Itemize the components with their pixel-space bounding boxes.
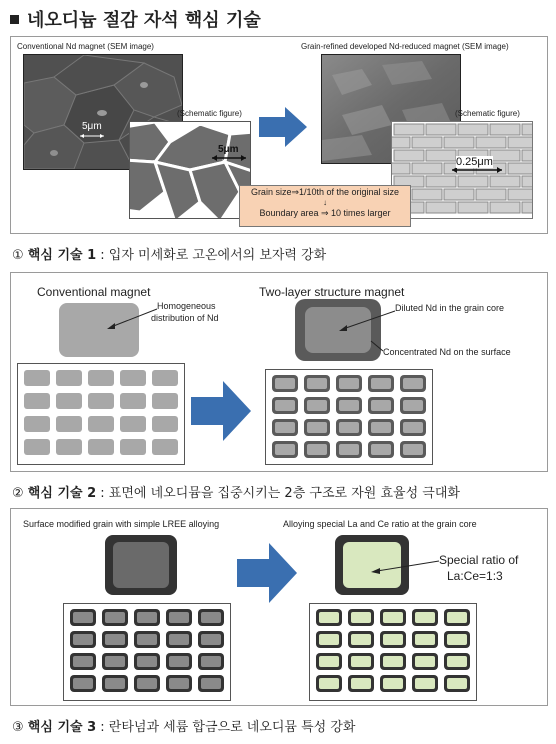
special-grain-grid bbox=[309, 603, 477, 701]
page-title: 네오디늄 절감 자석 핵심 기술 bbox=[10, 6, 261, 32]
callout-line-1: Grain size⇒1/10th of the original size bbox=[250, 187, 400, 197]
caption-3-number: ③ bbox=[12, 720, 24, 735]
bullet-square-icon bbox=[10, 15, 19, 24]
lree-grid-graphic bbox=[64, 604, 230, 700]
down-arrow-icon: ↓ bbox=[323, 198, 327, 207]
panel-la-ce-alloying bbox=[10, 508, 548, 706]
panel-grain-refinement bbox=[10, 36, 548, 234]
lree-grain-grid bbox=[63, 603, 231, 701]
caption-1-text: : 입자 미세화로 고온에서의 보자력 강화 bbox=[96, 248, 327, 263]
homogeneous-label-1: Homogeneous bbox=[157, 301, 216, 311]
pointer-line-concentrated-icon bbox=[369, 339, 385, 355]
caption-1-bold: 핵심 기술 1 bbox=[27, 248, 97, 263]
schematic-left-figure bbox=[129, 121, 251, 219]
scale-label-5um-a: 5μm bbox=[82, 121, 102, 132]
concentrated-nd-label: Concentrated Nd on the surface bbox=[383, 347, 511, 357]
right-arrow-icon bbox=[191, 381, 253, 441]
homogeneous-label-2: distribution of Nd bbox=[151, 313, 219, 323]
caption-3-text: : 란타넘과 세륨 합금으로 네오디뮴 특성 강화 bbox=[96, 720, 356, 735]
diluted-nd-label: Diluted Nd in the grain core bbox=[395, 303, 505, 313]
refined-sem-label: Grain-refined developed Nd-reduced magnet (SEM image) bbox=[301, 42, 509, 51]
special-ratio-label-1: Special ratio of bbox=[439, 553, 519, 567]
grain-polygons-graphic bbox=[130, 122, 250, 218]
caption-2-bold: 핵심 기술 2 bbox=[27, 486, 97, 501]
brick-grains-graphic bbox=[392, 122, 532, 218]
two-layer-magnet-title: Two-layer structure magnet bbox=[259, 285, 405, 299]
lree-grain-core bbox=[113, 542, 169, 588]
panel-two-layer-structure bbox=[10, 272, 548, 472]
schematic-right-figure bbox=[391, 121, 533, 219]
pointer-arrow-homogeneous-icon bbox=[101, 305, 161, 335]
caption-1-number: ① bbox=[12, 248, 24, 263]
scale-label-025-b: 0.25μm bbox=[456, 156, 493, 168]
caption-2-text: : 표면에 네오디뮴을 집중시키는 2층 구조로 자원 효율성 극대화 bbox=[96, 486, 460, 501]
conventional-grid-graphic bbox=[18, 364, 184, 464]
two-layer-grain-grid bbox=[265, 369, 433, 465]
pointer-arrow-diluted-icon bbox=[333, 307, 403, 337]
conventional-grain-grid bbox=[17, 363, 185, 465]
special-grid-graphic bbox=[310, 604, 476, 700]
surface-modified-title: Surface modified grain with simple LREE alloying bbox=[23, 519, 220, 529]
alloying-special-title: Alloying special La and Ce ratio at the grain core bbox=[283, 519, 477, 529]
conventional-magnet-title: Conventional magnet bbox=[37, 285, 151, 299]
scale-label-5um-c: 5μm bbox=[218, 144, 239, 155]
caption-tech-3 bbox=[12, 716, 356, 735]
right-arrow-icon bbox=[259, 107, 309, 147]
caption-3-bold: 핵심 기술 3 bbox=[27, 720, 97, 735]
caption-tech-2 bbox=[12, 482, 460, 501]
caption-tech-1 bbox=[12, 244, 326, 263]
pointer-arrow-special-icon bbox=[367, 553, 443, 583]
caption-2-number: ② bbox=[12, 486, 24, 501]
callout-line-2: Boundary area ⇒ 10 times larger bbox=[259, 208, 391, 218]
grain-size-callout bbox=[239, 185, 411, 227]
schematic-left-label: (Schematic figure) bbox=[177, 109, 242, 118]
right-arrow-icon bbox=[237, 543, 299, 603]
special-ratio-label-2: La:Ce=1:3 bbox=[447, 569, 503, 583]
two-layer-grid-graphic bbox=[266, 370, 432, 464]
conventional-sem-label: Conventional Nd magnet (SEM image) bbox=[17, 42, 154, 51]
schematic-right-label: (Schematic figure) bbox=[455, 109, 520, 118]
